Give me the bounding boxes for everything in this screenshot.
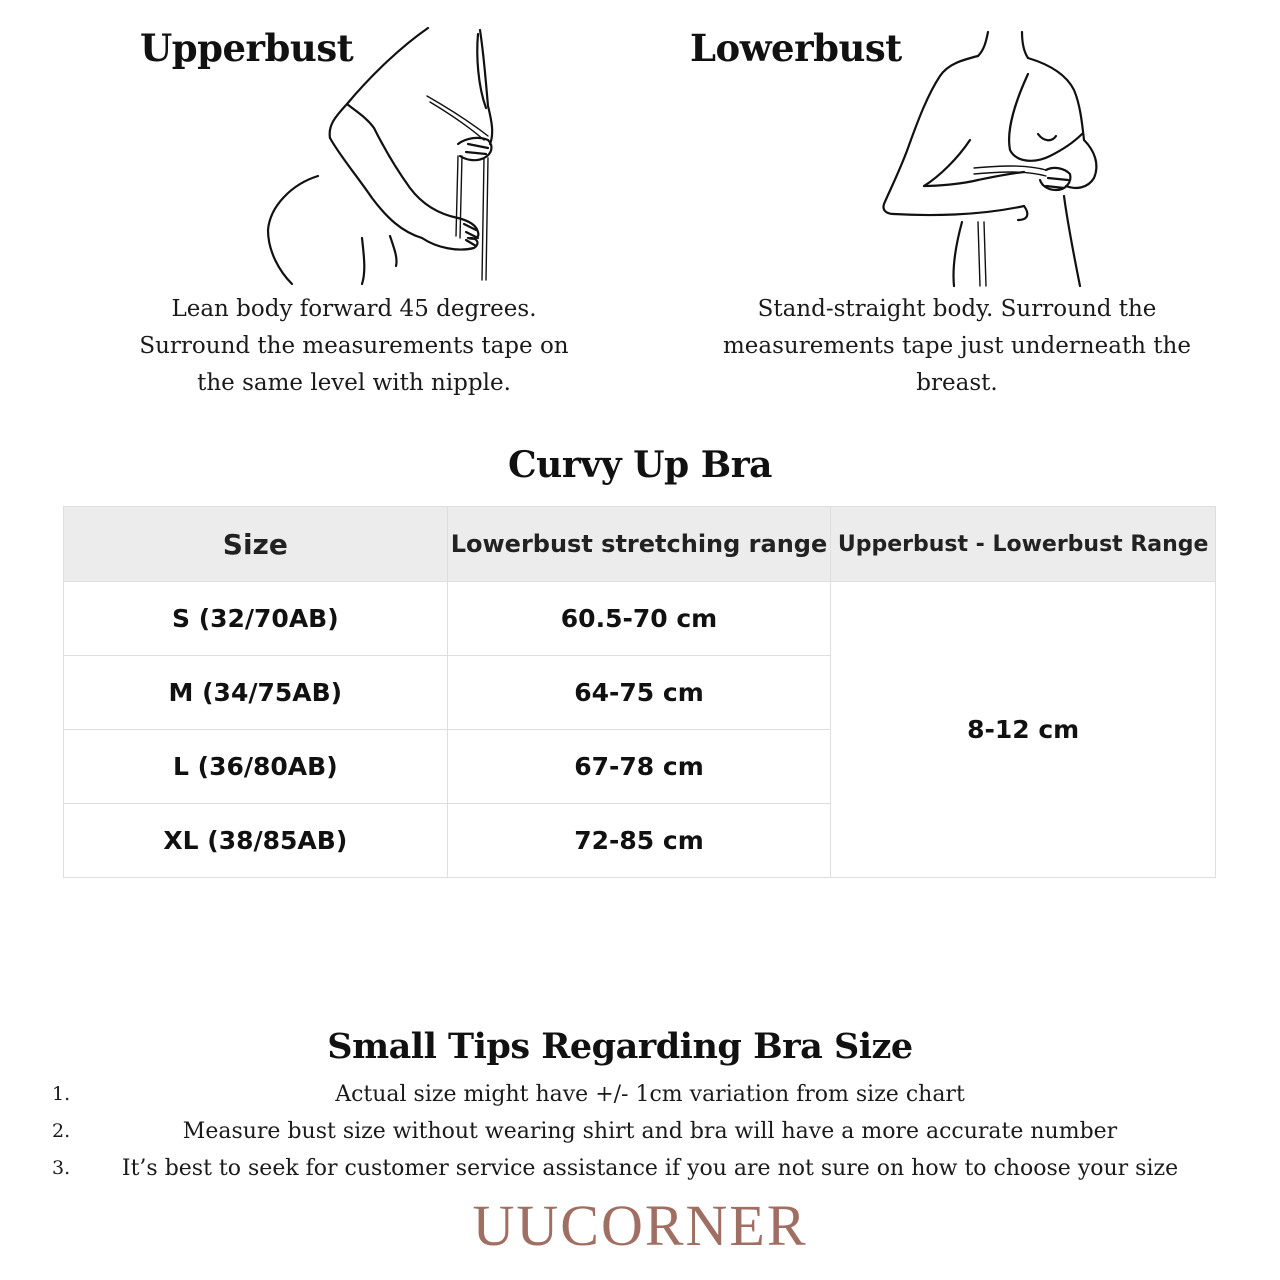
size-chart-table <box>63 506 1216 878</box>
lowerbust-cell: 64-75 cm <box>447 656 831 730</box>
header-size: Size <box>64 507 448 582</box>
tip-number: 2. <box>52 1120 71 1142</box>
upperbust-description-line: the same level with nipple. <box>197 370 511 396</box>
lowerbust-description-line: measurements tape just underneath the <box>723 333 1191 359</box>
list-item <box>50 1150 1220 1187</box>
lowerbust-description <box>700 291 1214 402</box>
list-item <box>50 1113 1220 1150</box>
product-title: Curvy Up Bra <box>508 444 772 486</box>
size-cell: M (34/75AB) <box>64 656 448 730</box>
upperbust-description <box>104 291 604 402</box>
tips-list <box>50 1076 1220 1187</box>
upperbust-description-line: Lean body forward 45 degrees. <box>171 296 537 322</box>
upperbust-illustration <box>262 26 502 288</box>
list-item <box>50 1076 1220 1113</box>
tip-text: Measure bust size without wearing shirt and bra will have a more accurate number <box>182 1119 1118 1144</box>
table-row <box>64 582 1216 656</box>
size-cell: L (36/80AB) <box>64 730 448 804</box>
lowerbust-description-line: breast. <box>916 370 998 396</box>
lowerbust-cell: 60.5-70 cm <box>447 582 831 656</box>
header-upper-lower-range: Upperbust - Lowerbust Range <box>831 507 1216 582</box>
lowerbust-illustration <box>878 30 1108 288</box>
size-cell: S (32/70AB) <box>64 582 448 656</box>
brand-logo-text: UUCORNER <box>472 1193 808 1258</box>
upperbust-description-line: Surround the measurements tape on <box>139 333 569 359</box>
lowerbust-description-line: Stand-straight body. Surround the <box>757 296 1157 322</box>
lowerbust-title: Lowerbust <box>690 26 902 70</box>
tip-text: Actual size might have +/- 1cm variation from size chart <box>335 1082 965 1107</box>
lowerbust-cell: 67-78 cm <box>447 730 831 804</box>
upperbust-title: Upperbust <box>140 26 354 70</box>
table-header-row <box>64 507 1216 582</box>
header-lowerbust-range: Lowerbust stretching range <box>447 507 831 582</box>
tip-number: 3. <box>52 1157 71 1179</box>
lowerbust-cell: 72-85 cm <box>447 804 831 878</box>
size-cell: XL (38/85AB) <box>64 804 448 878</box>
tip-number: 1. <box>52 1083 71 1105</box>
tips-title: Small Tips Regarding Bra Size <box>327 1026 913 1067</box>
tip-text: It’s best to seek for customer service assistance if you are not sure on how to choose your size <box>121 1156 1179 1181</box>
range-cell: 8-12 cm <box>831 582 1216 878</box>
